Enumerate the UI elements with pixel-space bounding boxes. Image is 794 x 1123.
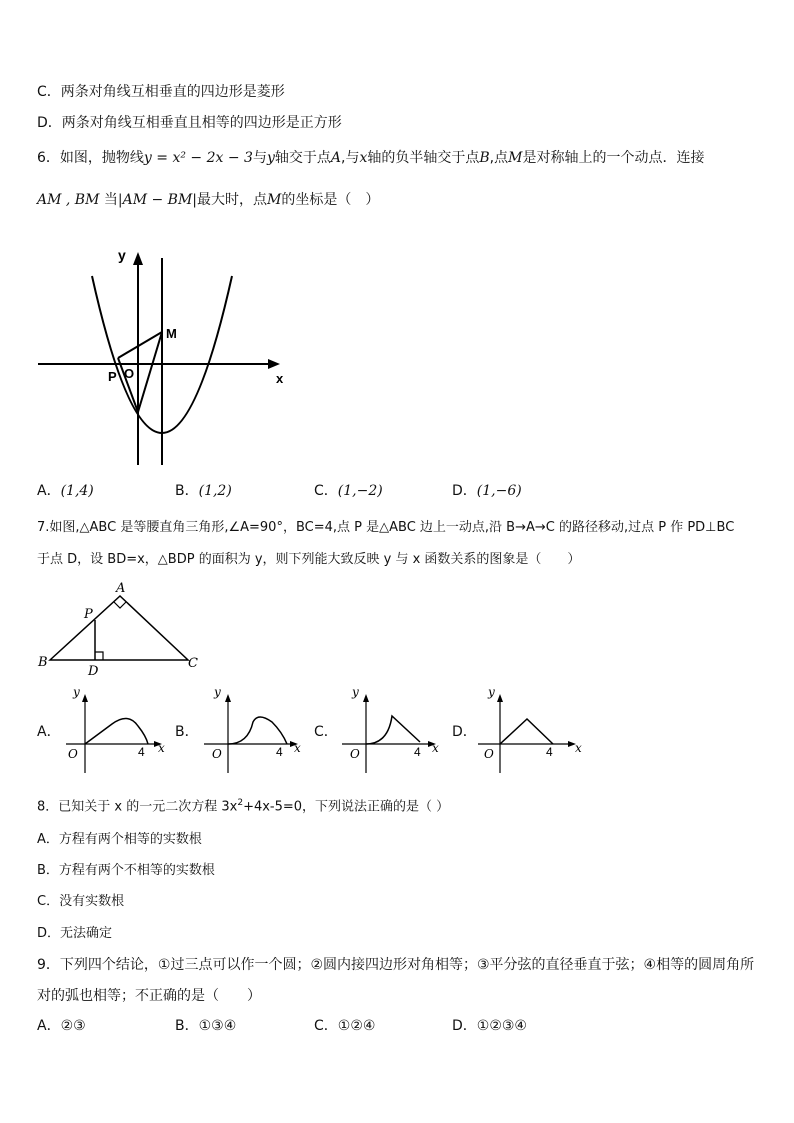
q7-graph-a-label-y: y — [73, 685, 80, 699]
q6-label-y: y — [118, 247, 126, 263]
q5-option-d: D．两条对角线互相垂直且相等的四边形是正方形 — [37, 115, 342, 131]
q7-label-a: A — [116, 581, 126, 596]
q7-graph-d-label-o: O — [484, 747, 494, 761]
q8-option-b: B．方程有两个不相等的实数根 — [37, 863, 215, 878]
q7-graph-c-y-arrow — [363, 694, 369, 702]
q7-triangle-abc — [50, 596, 188, 660]
q8-option-c: C．没有实数根 — [37, 894, 125, 909]
q9-option-a: A．②③ — [37, 1018, 86, 1034]
q6-stem-line2: AM , BM 当|AM − BM|最大时，点M的坐标是（ ） — [37, 192, 380, 208]
q7-graph-d-label-4: 4 — [546, 745, 553, 759]
q7-stem-line1: 7.如图,△ABC 是等腰直角三角形,∠A=90°，BC=4,点 P 是△ABC 边上一动点,沿 B→A→C 的路径移动,过点 P 作 PD⊥BC — [37, 520, 735, 535]
q7-option-d-label: D． — [452, 724, 477, 740]
q9-option-d: D．①②③④ — [452, 1018, 527, 1034]
q7-label-c: C — [188, 656, 198, 671]
q7-label-p: P — [84, 607, 93, 622]
q7-label-d: D — [88, 664, 99, 679]
q7-graph-c-label-o: O — [350, 747, 360, 761]
q5-option-c: C．两条对角线互相垂直的四边形是菱形 — [37, 84, 285, 100]
q6-option-b: B．(1,2) — [175, 483, 232, 499]
q7-graph-c-label-4: 4 — [414, 745, 421, 759]
q7-option-b-label: B． — [175, 724, 199, 740]
q9-stem-line1: 9．下列四个结论，①过三点可以作一个圆；②圆内接四边形对角相等；③平分弦的直径垂直于弦；④相等的圆周角所 — [37, 957, 755, 973]
q6-y-arrow — [133, 252, 143, 265]
q7-graph-d-y-arrow — [497, 694, 503, 702]
q7-graph-b-curve — [228, 717, 287, 744]
q7-graph-d — [474, 684, 594, 774]
q8-stem: 8．已知关于 x 的一元二次方程 $3x^2+4x-5=0$，下列说法正确的是（ ） — [37, 798, 450, 815]
q7-label-b: B — [38, 655, 48, 670]
q6-label-x: x — [276, 371, 284, 386]
q7-stem-line2: 于点 D，设 BD=x，△BDP 的面积为 y，则下列能大致反映 y 与 x 函数关系的图象是（ ） — [37, 552, 581, 567]
q7-graph-b-y-arrow — [225, 694, 231, 702]
q7-graph-b-label-x: x — [294, 741, 301, 755]
q6-label-p: P — [108, 369, 117, 384]
q6-label-m: M — [166, 326, 177, 341]
q7-graph-b-label-y: y — [214, 685, 221, 699]
q6-option-d: D．(1,−6) — [452, 483, 522, 499]
q6-option-c: C．(1,−2) — [314, 483, 383, 499]
q9-option-b: B．①③④ — [175, 1018, 237, 1034]
q7-graph-a-label-4: 4 — [138, 745, 145, 759]
q6-abs-expression: |AM − BM| — [117, 192, 198, 208]
q7-graph-b-label-4: 4 — [276, 745, 283, 759]
q9-stem-line2: 对的弧也相等；不正确的是（ ） — [37, 988, 261, 1004]
q8-option-a: A．方程有两个相等的实数根 — [37, 832, 202, 847]
q6-x-arrow — [268, 359, 280, 369]
q7-graph-a-y-arrow — [82, 694, 88, 702]
q7-option-c-label: C． — [314, 724, 338, 740]
q7-graph-c-label-x: x — [432, 741, 439, 755]
q7-triangle-figure — [34, 578, 214, 678]
q7-graph-c-curve — [366, 716, 420, 744]
q7-right-angle-a — [114, 602, 126, 608]
q7-graph-b — [198, 684, 318, 774]
q7-graph-c-label-y: y — [352, 685, 359, 699]
q6-equation: y = x² − 2x − 3 — [143, 150, 253, 166]
q7-graph-a — [60, 684, 180, 774]
q6-parabola-figure — [30, 242, 290, 472]
q7-graph-d-label-y: y — [488, 685, 495, 699]
q7-graph-b-label-o: O — [212, 747, 222, 761]
q7-graph-d-curve — [500, 719, 553, 744]
q7-graph-a-label-o: O — [68, 747, 78, 761]
q8-option-d: D．无法确定 — [37, 926, 113, 941]
q9-option-c: C．①②④ — [314, 1018, 376, 1034]
q7-option-a-label: A． — [37, 724, 61, 740]
q7-graph-a-curve — [85, 718, 148, 744]
q7-right-angle-d — [95, 652, 103, 660]
q7-graph-d-label-x: x — [575, 741, 582, 755]
q6-option-a: A．(1,4) — [37, 483, 94, 499]
q6-stem-line1: 6．如图，抛物线y = x² − 2x − 3与y轴交于点A,与x轴的负半轴交于点B,点M是对称轴上的一个动点．连接 — [37, 150, 705, 166]
q7-graph-c — [337, 684, 457, 774]
q7-graph-a-label-x: x — [158, 741, 165, 755]
q6-label-o: O — [124, 366, 135, 381]
